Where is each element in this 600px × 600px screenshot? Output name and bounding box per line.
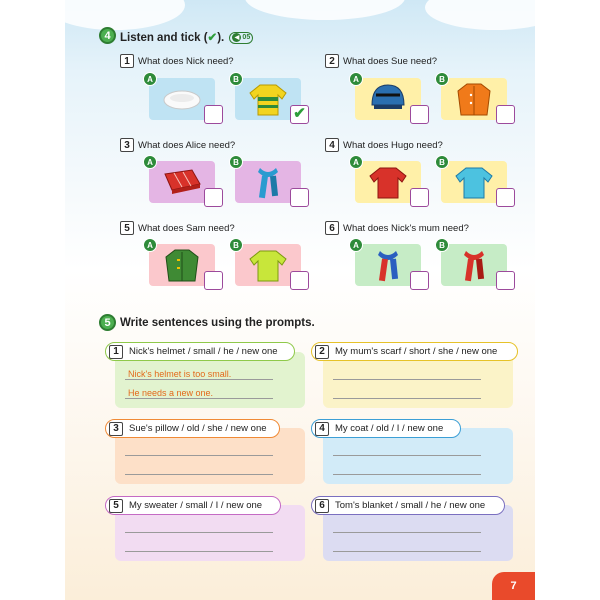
option-a-checkbox[interactable] <box>410 188 429 207</box>
pillow-icon <box>162 81 202 117</box>
question-number: 1 <box>120 54 134 68</box>
page-number: 7 <box>492 572 535 600</box>
exercise-4-title <box>120 30 253 44</box>
sweater-icon <box>248 247 288 283</box>
exercise-4-number: 4 <box>99 27 116 44</box>
option-b-badge: B <box>435 72 449 86</box>
tick-symbol: ✔ <box>207 32 218 44</box>
option-a-badge: A <box>143 238 157 252</box>
option-b-picture <box>439 240 507 286</box>
prompt-pill <box>311 419 461 438</box>
option-a-picture <box>147 74 215 120</box>
option-b-checkbox[interactable] <box>496 271 515 290</box>
answer-line-2-text: He needs a new one. <box>128 388 214 398</box>
prompt-number: 5 <box>109 499 123 513</box>
prompt-text: Sue's pillow / old / she / new one <box>129 423 267 434</box>
option-b-badge: B <box>229 72 243 86</box>
option-b-picture <box>233 240 301 286</box>
option-a-checkbox[interactable] <box>410 271 429 290</box>
option-a-picture <box>353 157 421 203</box>
option-a-checkbox[interactable] <box>204 105 223 124</box>
prompt-number: 6 <box>315 499 329 513</box>
answer-line-1-text: Nick's helmet is too small. <box>128 369 232 379</box>
prompt-pill <box>105 342 295 361</box>
scarf-icon <box>454 247 494 283</box>
answer-line[interactable] <box>125 455 273 456</box>
option-a-checkbox[interactable] <box>410 105 429 124</box>
prompt-text: My sweater / small / I / new one <box>129 500 263 511</box>
answer-line[interactable] <box>125 379 273 380</box>
option-b-picture <box>439 157 507 203</box>
question-text: What does Hugo need? <box>343 140 443 151</box>
exercise-4-title-end: ). <box>217 32 225 44</box>
answer-line[interactable] <box>125 551 273 552</box>
cloud-decoration <box>425 0 535 30</box>
option-a-picture <box>147 157 215 203</box>
option-b-badge: B <box>229 155 243 169</box>
option-b-checkbox[interactable] <box>290 271 309 290</box>
sweater-icon <box>454 164 494 200</box>
option-a-badge: A <box>349 155 363 169</box>
question-number: 5 <box>120 221 134 235</box>
cloud-decoration <box>245 0 405 20</box>
question-number: 3 <box>120 138 134 152</box>
option-a-badge: A <box>349 238 363 252</box>
option-b-checkbox[interactable] <box>496 105 515 124</box>
answer-line[interactable] <box>125 474 273 475</box>
scarf-icon <box>368 247 408 283</box>
audio-track-button[interactable] <box>229 32 253 44</box>
option-a-picture <box>353 74 421 120</box>
coat-icon <box>454 81 494 117</box>
option-a-picture <box>147 240 215 286</box>
coat-icon <box>162 247 202 283</box>
prompt-pill <box>105 496 281 515</box>
helmet-icon <box>368 81 408 117</box>
prompt-number: 3 <box>109 422 123 436</box>
option-b-badge: B <box>435 238 449 252</box>
prompt-pill <box>311 496 505 515</box>
sweater-icon <box>248 81 288 117</box>
option-a-checkbox[interactable] <box>204 188 223 207</box>
option-b-picture <box>233 157 301 203</box>
option-b-badge: B <box>435 155 449 169</box>
question-text: What does Nick need? <box>138 56 234 67</box>
option-a-picture <box>353 240 421 286</box>
exercise-4-title-text: Listen and tick ( <box>120 32 208 44</box>
answer-line[interactable] <box>333 474 481 475</box>
option-b-checkbox[interactable] <box>290 188 309 207</box>
question-number: 2 <box>325 54 339 68</box>
option-a-badge: A <box>349 72 363 86</box>
scarf-icon <box>248 164 288 200</box>
option-b-checkbox[interactable] <box>496 188 515 207</box>
answer-line[interactable] <box>125 398 273 399</box>
prompt-pill <box>105 419 280 438</box>
option-a-checkbox[interactable] <box>204 271 223 290</box>
answer-line[interactable] <box>333 551 481 552</box>
option-a-badge: A <box>143 72 157 86</box>
option-a-badge: A <box>143 155 157 169</box>
prompt-number: 1 <box>109 345 123 359</box>
prompt-pill <box>311 342 518 361</box>
prompt-number: 2 <box>315 345 329 359</box>
answer-line[interactable] <box>333 398 481 399</box>
prompt-text: Tom's blanket / small / he / new one <box>335 500 486 511</box>
option-b-picture <box>439 74 507 120</box>
prompt-number: 4 <box>315 422 329 436</box>
question-text: What does Sam need? <box>138 223 235 234</box>
option-b-checkbox[interactable]: ✔ <box>290 105 309 124</box>
question-number: 4 <box>325 138 339 152</box>
audio-track-number: 05 <box>242 34 251 42</box>
prompt-text: Nick's helmet / small / he / new one <box>129 346 278 357</box>
prompt-text: My coat / old / I / new one <box>335 423 444 434</box>
exercise-5-number: 5 <box>99 314 116 331</box>
answer-line[interactable] <box>333 455 481 456</box>
answer-line[interactable] <box>333 379 481 380</box>
answer-line[interactable] <box>333 532 481 533</box>
question-text: What does Alice need? <box>138 140 236 151</box>
question-text: What does Sue need? <box>343 56 438 67</box>
question-number: 6 <box>325 221 339 235</box>
sweater-icon <box>368 164 408 200</box>
question-text: What does Nick's mum need? <box>343 223 469 234</box>
speaker-icon: ◀ <box>232 33 241 42</box>
prompt-text: My mum's scarf / short / she / new one <box>335 346 498 357</box>
exercise-5-title: Write sentences using the prompts. <box>120 317 315 329</box>
answer-line[interactable] <box>125 532 273 533</box>
cloud-decoration <box>65 0 185 30</box>
blanket-icon <box>162 164 202 200</box>
workbook-page <box>65 0 535 600</box>
option-b-picture <box>233 74 306 122</box>
option-b-badge: B <box>229 238 243 252</box>
